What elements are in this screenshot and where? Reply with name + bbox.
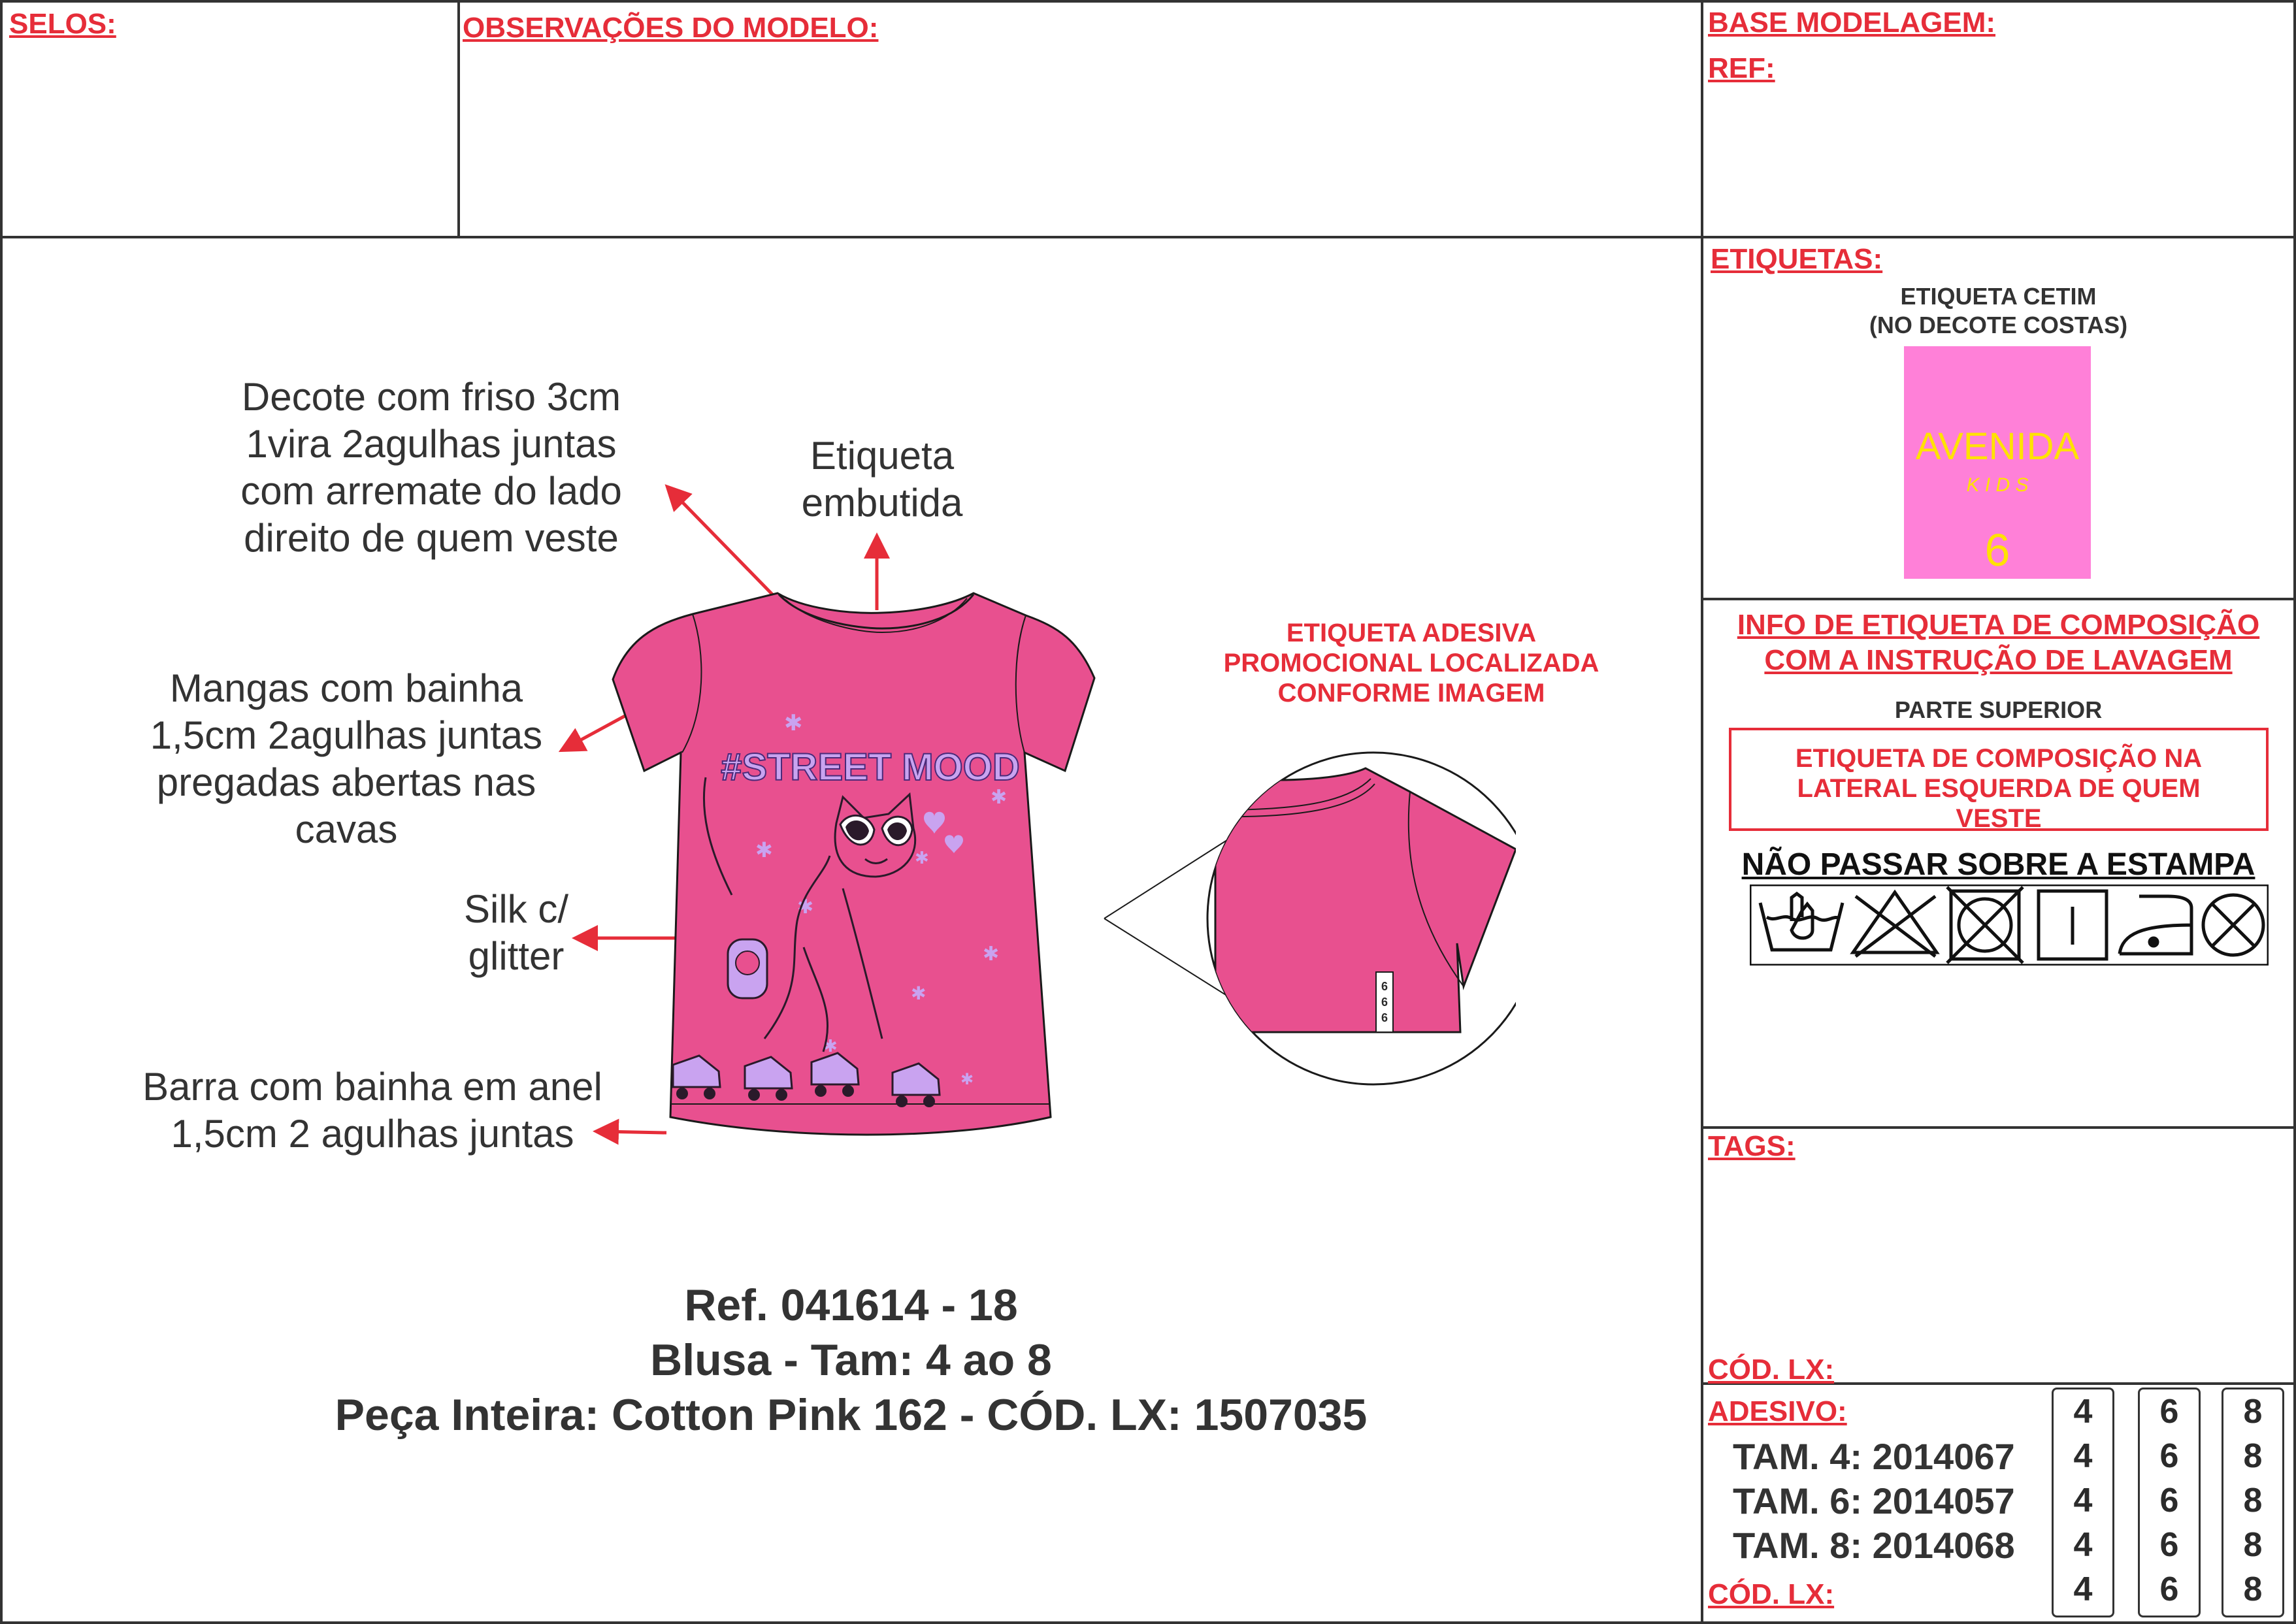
svg-text:✱: ✱ [784,711,803,736]
brand-name: AVENIDA [1915,425,2080,468]
size-sticker-column-4: 4 4 4 4 4 [2052,1388,2114,1617]
svg-text:✱: ✱ [915,848,929,868]
adesivo-label: ADESIVO: [1708,1395,1847,1427]
no-dry-clean-icon [2203,895,2263,955]
composicao-box: ETIQUETA DE COMPOSIÇÃO NA LATERAL ESQUERDA DE QUEM VESTE [1729,728,2269,831]
cetim-title: ETIQUETA CETIM (NO DECOTE COSTAS) [1869,283,2128,338]
print-text: #STREET MOOD [721,746,1020,788]
etiqueta-adesiva-annotation: ETIQUETA ADESIVA PROMOCIONAL LOCALIZADA CONFORME IMAGEM [1223,619,1599,707]
tags-label: TAGS: [1708,1130,1796,1162]
etiquetas-label: ETIQUETAS: [1711,243,1883,275]
silk-annotation: Silk c/ glitter [463,887,569,978]
base-modelagem-label: BASE MODELAGEM: [1708,7,1995,39]
svg-text:✱: ✱ [797,896,814,918]
no-bleach-icon [1853,892,1937,956]
nao-passar-warning: NÃO PASSAR SOBRE A ESTAMPA [1741,847,2255,882]
hand-wash-icon [1760,894,1843,950]
no-tumble-dry-icon [1947,887,2023,963]
svg-text:✱: ✱ [755,838,773,862]
svg-text:✱: ✱ [991,787,1008,808]
product-ref: Ref. 041614 - 18 [684,1280,1018,1330]
parte-superior-label: PARTE SUPERIOR [1894,696,2103,723]
size-sticker-column-6: 6 6 6 6 6 [2138,1388,2201,1617]
svg-text:✱: ✱ [983,943,1000,965]
brand-sub: K I D S [1966,474,2029,496]
size-tag-digits: 6 6 6 [1381,980,1388,1024]
size-sticker-column-8: 8 8 8 8 8 [2222,1388,2284,1617]
adesivo-list [1733,1435,2015,1568]
care-icons [1750,885,2269,966]
label-size: 6 [1984,525,2010,576]
decote-annotation: Decote com friso 3cm 1vira 2agulhas juntas com arremate do lado direito de quem veste [240,375,622,560]
line-dry-icon [2039,891,2107,959]
mangas-annotation: Mangas com bainha 1,5cm 2agulhas juntas pregadas abertas nas cavas [150,666,543,851]
observacoes-label: OBSERVAÇÕES DO MODELO: [463,12,879,44]
etiqueta-annotation: Etiqueta embutida [801,434,963,525]
svg-text:✱: ✱ [960,1071,974,1088]
cetim-label-swatch [1904,346,2091,579]
product-info [0,1278,1702,1442]
svg-text:✱: ✱ [823,1036,838,1056]
svg-text:✱: ✱ [911,983,927,1003]
adesivo-item: TAM. 4: 2014067 [1733,1436,2015,1477]
adesivo-item: TAM. 6: 2014057 [1733,1480,2015,1521]
composicao-title: INFO DE ETIQUETA DE COMPOSIÇÃO COM A INSTRUÇÃO DE LAVAGEM [1737,609,2260,676]
zoom-detail [1098,745,1516,1097]
ref-label: REF: [1708,52,1775,84]
selos-label: SELOS: [9,8,116,40]
tags-cod-lx-label: CÓD. LX: [1708,1354,1835,1386]
product-fabric: Peça Inteira: Cotton Pink 162 - CÓD. LX: 1507035 [335,1390,1368,1440]
product-name: Blusa - Tam: 4 ao 8 [650,1335,1052,1385]
tshirt-front [608,581,1143,1182]
barra-annotation: Barra com bainha em anel 1,5cm 2 agulhas juntas [142,1065,602,1156]
iron-low-icon [2120,896,2191,954]
adesivo-cod-lx-label: CÓD. LX: [1708,1578,1835,1610]
adesivo-item: TAM. 8: 2014068 [1733,1525,2015,1566]
